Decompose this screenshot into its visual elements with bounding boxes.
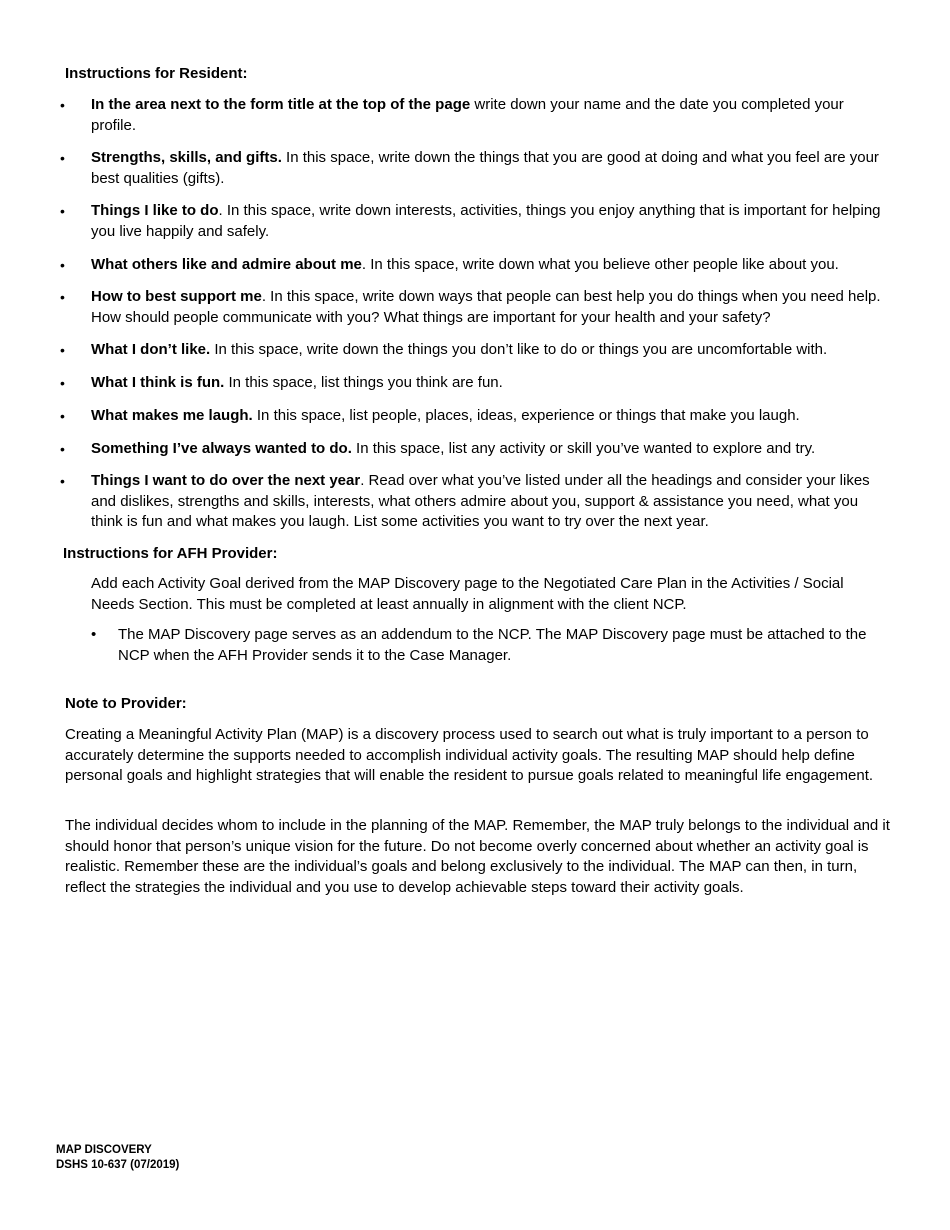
item-title: Strengths, skills, and gifts. [91,149,282,167]
item-title: In the area next to the form title at the top of the page [91,96,471,113]
bullet-icon: • [60,150,65,167]
bullet-icon: • [60,440,65,457]
item-title: What I don’t like. [91,341,211,359]
item-title: How to best support me [91,288,262,306]
afh-sub-bullet-text: The MAP Discovery page serves as an addendum to the NCP. The MAP Discovery page must be attached to the NCP when the AFH Provider sends it to the Case Manager. [118,626,867,664]
item-text: write down your name and the date you completed your profile. [91,96,844,134]
bullet-icon: • [60,342,65,359]
bullet-icon: • [60,375,65,392]
item-title: What I think is fun. [91,374,225,392]
list-item [60,439,890,460]
list-item [60,287,890,328]
list-item [60,95,890,136]
note-to-provider-heading: Note to Provider: [65,695,187,712]
footer-form-title: MAP DISCOVERY [56,1144,152,1156]
list-item [60,148,890,189]
footer-form-number: DSHS 10-637 (07/2019) [56,1158,180,1171]
item-text: . In this space, write down what you believe other people like about you. [361,255,839,273]
item-title: Things I want to do over the next year [91,472,361,490]
resident-instructions-heading: Instructions for Resident: [65,65,248,82]
form-footer [56,1143,179,1172]
note-paragraph-2: The individual decides whom to include in the planning of the MAP. Remember, the MAP truly belongs to the individual and it should honor that person’s unique vision for the future. Do not become overly concerned about whether an activity goal is realistic. Remember these are the individual’s goals and belong exclusively to the individual. The MAP can then, in turn, reflect the strategies the individual and you use to develop achievable steps toward their activity goals. [65,817,890,896]
item-text: In this space, write down the things that you are good at doing and what you feel are your best qualities (gifts). [91,149,879,187]
item-text: . In this space, write down interests, activities, things you enjoy anything that is important for helping you live happily and safely. [91,202,881,240]
bullet-icon: • [60,256,65,273]
bullet-icon: • [60,97,65,113]
item-title: What makes me laugh. [91,406,253,424]
afh-sub-list [91,625,891,666]
bullet-icon: • [60,407,65,424]
item-text: In this space, write down the things you don’t like to do or things you are uncomfortable with. [210,341,828,359]
list-item [60,471,890,533]
item-title: Something I’ve always wanted to do. [91,439,352,457]
item-title: Things I like to do [91,202,219,220]
list-item [60,201,890,242]
item-title: What others like and admire about me [91,255,362,273]
list-item [60,406,890,427]
item-text: In this space, list any activity or skill you’ve wanted to explore and try. [351,439,816,457]
bullet-icon: • [60,473,65,490]
list-item [91,625,891,666]
list-item [60,340,890,361]
bullet-icon: • [91,626,97,643]
afh-instructions-heading: Instructions for AFH Provider: [63,545,278,562]
item-text: . In this space, write down ways that people can best help you do things when you need help. How should people communicate with you? What things are important for your health and your safety? [91,288,881,326]
bullet-icon: • [60,289,65,306]
resident-instructions-list [60,95,890,545]
item-text: In this space, list people, places, ideas, experience or things that make you laugh. [252,406,800,424]
bullet-icon: • [60,203,65,220]
list-item [60,373,890,394]
afh-instructions-body: Add each Activity Goal derived from the MAP Discovery page to the Negotiated Care Plan in the Activities / Social Needs Section. This must be completed at least annually in alignment with the client NCP. [91,575,844,613]
item-text: In this space, list things you think are fun. [224,374,503,392]
item-text: . Read over what you’ve listed under all the headings and consider your likes and dislikes, strengths and skills, interests, what others admire about you, support & assistance you need, what you think is fun and what makes you laugh. List some activities you want to try over the next year. [91,472,870,531]
note-paragraph-1: Creating a Meaningful Activity Plan (MAP) is a discovery process used to search out what is truly important to a person to accurately determine the supports needed to accomplish individual activity goals. The resulting MAP should help define personal goals and highlight strategies that will enable the resident to pursue goals related to meaningful life engagement. [65,726,874,784]
list-item [60,255,890,276]
